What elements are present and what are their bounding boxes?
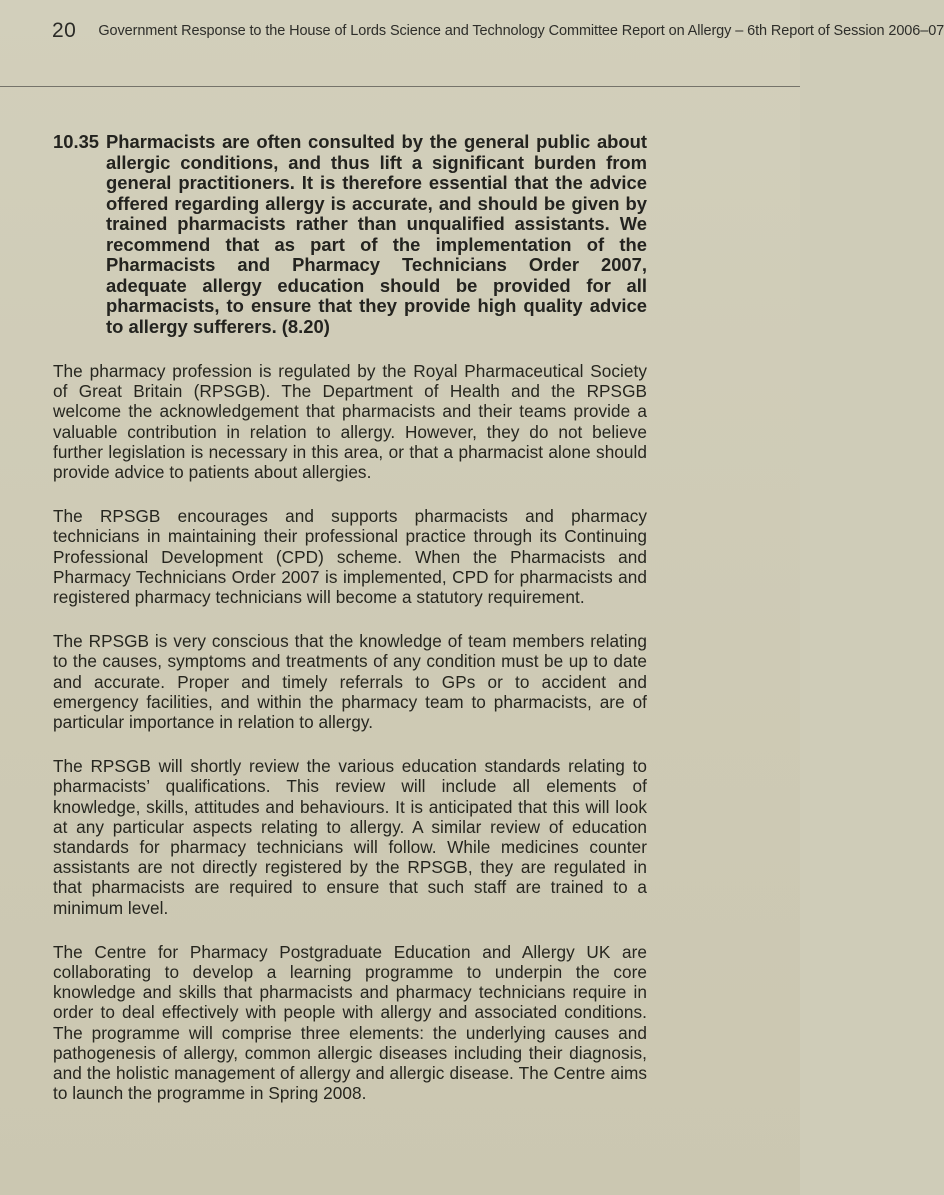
page-header — [52, 16, 944, 46]
recommendation-number: 10.35 — [53, 131, 100, 152]
response-paragraph: The RPSGB is very conscious that the knowledge of team members relating to the causes, symptoms and treatments of any condition must be up to date and accurate. Proper and timely referrals to GPs or to accident and emergency facilities, and within the pharmacy team to pharmacists, are of particular importance in relation to allergy. — [53, 631, 647, 733]
recommendation-text: Pharmacists are often consulted by the general public about allergic conditions, and thus lift a significant burden from general practitioners. It is therefore essential that the advice offered regarding allergy is accurate, and should be given by trained pharmacists rather than unqualified assistants. We recommend that as part of the implementation of the Pharmacists and Pharmacy Technicians Order 2007, adequate allergy education should be provided for all pharmacists, to ensure that they provide high quality advice to allergy sufferers. (8.20) — [106, 131, 647, 337]
response-paragraph: The RPSGB encourages and supports pharmacists and pharmacy technicians in maintaining their professional practice through its Continuing Professional Development (CPD) scheme. When the Pharmacists and Pharmacy Technicians Order 2007 is implemented, CPD for pharmacists and registered pharmacy technicians will become a statutory requirement. — [53, 506, 647, 608]
page-number: 20 — [52, 19, 77, 42]
response-paragraph: The Centre for Pharmacy Postgraduate Education and Allergy UK are collaborating to develop a learning programme to underpin the core knowledge and skills that pharmacists and pharmacy technicians require in order to deal effectively with people with allergy and associated conditions. The programme will comprise three elements: the underlying causes and pathogenesis of allergy, common allergic diseases including their diagnosis, and the holistic management of allergy and allergic disease. The Centre aims to launch the programme in Spring 2008. — [53, 941, 647, 1104]
page-content — [53, 132, 647, 1128]
response-paragraph: The RPSGB will shortly review the various education standards relating to pharmacists’ qualifications. This review will include all elements of knowledge, skills, attitudes and behaviours. It is anticipated that this will look at any particular aspects relating to allergy. A similar review of education standards for pharmacy technicians will follow. While medicines counter assistants are not directly registered by the RPSGB, they are regulated in that pharmacists are required to ensure that such staff are trained to a minimum level. — [53, 756, 647, 918]
header-rule — [0, 86, 800, 87]
running-title: Government Response to the House of Lords Science and Technology Committee Report on Allergy – 6th Report of Session 2006–07 — [98, 23, 944, 39]
recommendation-block — [53, 132, 647, 337]
response-paragraph: The pharmacy profession is regulated by the Royal Pharmaceutical Society of Great Britain (RPSGB). The Department of Health and the RPSGB welcome the acknowledgement that pharmacists and their teams provide a valuable contribution in relation to allergy. However, they do not believe further legislation is necessary in this area, or that a pharmacist alone should provide advice to patients about allergies. — [53, 361, 647, 483]
